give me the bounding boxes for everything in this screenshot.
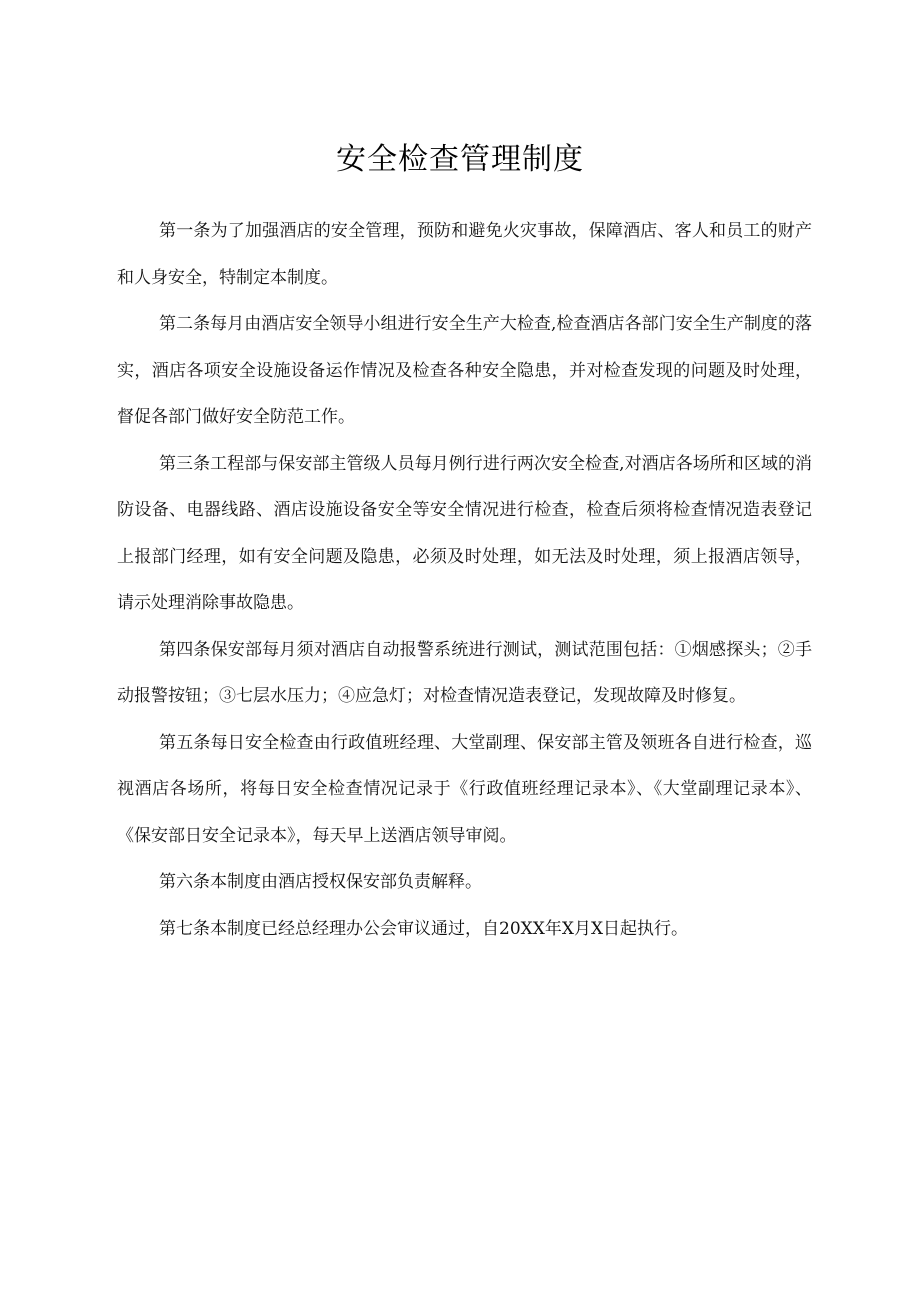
article-7: 第七条本制度已经总经理办公会审议通过，自20XX年X月X日起执行。 bbox=[159, 918, 689, 939]
article-6: 第六条本制度由酒店授权保安部负责解释。 bbox=[159, 872, 482, 892]
article-3: 第三条工程部与保安部主管级人员每月例行进行两次安全检查,对酒店各场所和区域的消防设备、电器线路、酒店设施设备安全等安全情况进行检查，检查后须将检查情况造表登记上报部门经理，如有安全问题及隐患，必须及时处理，如无法及时处理，须上报酒店领导，请示处理消除事故隐患。 bbox=[117, 453, 812, 613]
document-body bbox=[117, 208, 812, 952]
article-2: 第二条每月由酒店安全领导小组进行安全生产大检查,检查酒店各部门安全生产制度的落实，酒店各项安全设施设备运作情况及检查各种安全隐患，并对检查发现的问题及时处理，督促各部门做好安全防范工作。 bbox=[117, 314, 812, 427]
article-4: 第四条保安部每月须对酒店自动报警系统进行测试，测试范围包括：①烟感探头；②手动报警按钮；③七层水压力；④应急灯；对检查情况造表登记，发现故障及时修复。 bbox=[117, 639, 812, 706]
document-title: 安全检查管理制度 bbox=[336, 142, 584, 177]
article-1: 第一条为了加强酒店的安全管理，预防和避免火灾事故，保障酒店、客人和员工的财产和人身安全，特制定本制度。 bbox=[117, 221, 812, 288]
article-5: 第五条每日安全检查由行政值班经理、大堂副理、保安部主管及领班各自进行检查，巡视酒店各场所，将每日安全检查情况记录于《行政值班经理记录本》、《大堂副理记录本》、《保安部日安全记录本》，每天早上送酒店领导审阅。 bbox=[117, 732, 812, 846]
